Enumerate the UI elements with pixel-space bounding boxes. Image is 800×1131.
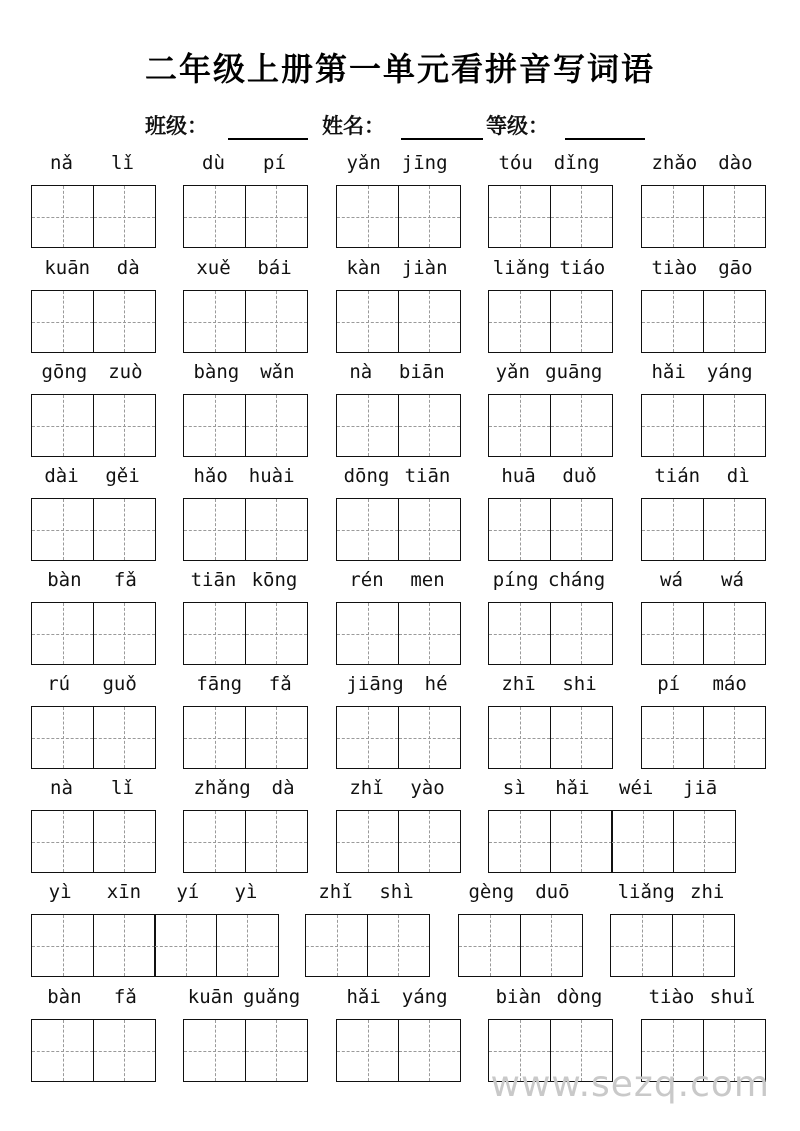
writing-box-group (183, 290, 308, 352)
pinyin-syllable: kuān (44, 257, 91, 279)
pinyin-syllable: fǎ (113, 986, 137, 1008)
writing-box-group (336, 1019, 461, 1081)
pinyin-label (31, 777, 153, 799)
class-blank[interactable] (228, 138, 308, 140)
pinyin-syllable: fǎ (113, 569, 137, 591)
pinyin-syllable: nà (50, 777, 73, 799)
writing-cell[interactable] (703, 290, 766, 353)
writing-box-group (336, 394, 461, 456)
writing-cell[interactable] (93, 290, 156, 353)
writing-cell[interactable] (245, 290, 308, 353)
writing-box-group (183, 602, 308, 664)
grade-blank[interactable] (565, 138, 645, 140)
writing-cell[interactable] (336, 810, 399, 873)
pinyin-syllable: bàn (47, 569, 82, 591)
writing-cell[interactable] (488, 394, 551, 457)
pinyin-syllable: yì (48, 881, 72, 903)
pinyin-syllable: rú (47, 673, 71, 695)
writing-cell[interactable] (703, 706, 766, 769)
pinyin-syllable: zhi (690, 881, 725, 903)
writing-box-group (336, 602, 461, 664)
pinyin-syllable: tiào (648, 986, 695, 1008)
pinyin-syllable: tóu (498, 152, 533, 174)
pinyin-syllable: fāng (196, 673, 243, 695)
pinyin-label (488, 986, 610, 1008)
writing-cell[interactable] (183, 185, 246, 248)
writing-box-group (458, 914, 583, 976)
pinyin-syllable: xuě (196, 257, 231, 279)
writing-cell[interactable] (550, 185, 613, 248)
pinyin-syllable: guāng (545, 361, 603, 383)
pinyin-syllable: wéi (619, 777, 654, 799)
writing-box-group (610, 914, 735, 976)
writing-cell[interactable] (154, 914, 217, 977)
pinyin-syllable: duō (535, 881, 570, 903)
pinyin-syllable: nà (349, 361, 373, 383)
pinyin-syllable: sì (502, 777, 526, 799)
pinyin-syllable: jiàn (401, 257, 448, 279)
writing-cell[interactable] (488, 290, 551, 353)
writing-cell[interactable] (183, 290, 246, 353)
pinyin-syllable: duǒ (562, 465, 597, 487)
pinyin-syllable: hǎi (651, 361, 686, 383)
writing-cell[interactable] (550, 394, 613, 457)
pinyin-label (31, 569, 153, 591)
writing-cell[interactable] (641, 394, 704, 457)
writing-cell[interactable] (550, 290, 613, 353)
pinyin-syllable: cháng (548, 569, 606, 591)
writing-cell[interactable] (93, 706, 156, 769)
pinyin-label (641, 152, 763, 174)
writing-cell[interactable] (183, 810, 246, 873)
pinyin-label (641, 361, 763, 383)
pinyin-syllable: hé (424, 673, 448, 695)
pinyin-syllable: tiáo (559, 257, 606, 279)
writing-cell[interactable] (336, 602, 399, 665)
pinyin-syllable: shi (562, 673, 597, 695)
pinyin-syllable: yáng (401, 986, 448, 1008)
pinyin-syllable: dì (726, 465, 750, 487)
pinyin-label (641, 986, 763, 1008)
pinyin-label (458, 881, 580, 903)
pinyin-syllable: gěi (105, 465, 140, 487)
pinyin-syllable: shì (379, 881, 414, 903)
writing-cell[interactable] (703, 602, 766, 665)
writing-box-group (641, 185, 766, 247)
pinyin-label (488, 152, 610, 174)
writing-cell[interactable] (458, 914, 521, 977)
writing-box-group (336, 185, 461, 247)
writing-cell[interactable] (31, 1019, 94, 1082)
pinyin-syllable: huài (248, 465, 295, 487)
writing-cell[interactable] (245, 602, 308, 665)
writing-cell[interactable] (93, 810, 156, 873)
pinyin-label (183, 673, 305, 695)
writing-cell[interactable] (703, 394, 766, 457)
pinyin-label (336, 777, 458, 799)
pinyin-syllable: biàn (495, 986, 542, 1008)
pinyin-syllable: hǎi (346, 986, 381, 1008)
writing-cell[interactable] (93, 602, 156, 665)
writing-box-group (336, 498, 461, 560)
pinyin-syllable: dòng (556, 986, 603, 1008)
pinyin-syllable: liǎng (492, 257, 550, 279)
pinyin-label (641, 569, 763, 591)
pinyin-label (183, 257, 305, 279)
pinyin-label (488, 465, 610, 487)
pinyin-label (336, 465, 458, 487)
pinyin-syllable: yǎn (346, 152, 381, 174)
pinyin-label (488, 569, 610, 591)
pinyin-label (610, 881, 732, 903)
pinyin-syllable: tiān (404, 465, 451, 487)
writing-cell[interactable] (641, 706, 704, 769)
pinyin-syllable: zhī (501, 673, 536, 695)
writing-cell[interactable] (336, 1019, 399, 1082)
pinyin-syllable: fǎ (268, 673, 292, 695)
writing-cell[interactable] (398, 810, 461, 873)
writing-cell[interactable] (398, 706, 461, 769)
writing-box-group (488, 498, 613, 560)
pinyin-syllable: dà (116, 257, 140, 279)
writing-cell[interactable] (31, 810, 94, 873)
writing-cell[interactable] (336, 394, 399, 457)
pinyin-label (305, 881, 427, 903)
writing-box-group (31, 914, 279, 976)
writing-box-group (641, 290, 766, 352)
writing-box-group (305, 914, 430, 976)
pinyin-label (31, 673, 153, 695)
writing-cell[interactable] (305, 914, 368, 977)
writing-cell[interactable] (610, 914, 673, 977)
name-label: 姓名： (322, 114, 385, 138)
writing-box-group (183, 1019, 308, 1081)
writing-cell[interactable] (641, 602, 704, 665)
pinyin-label (641, 465, 763, 487)
pinyin-syllable: pí (657, 673, 681, 695)
pinyin-syllable: zhǐ (349, 777, 384, 799)
writing-box-group (488, 602, 613, 664)
pinyin-syllable: kàn (346, 257, 381, 279)
writing-cell[interactable] (641, 185, 704, 248)
grade-label: 等级： (486, 114, 549, 138)
pinyin-syllable: dù (202, 152, 225, 174)
pinyin-syllable: kōng (251, 569, 298, 591)
pinyin-syllable: bái (257, 257, 292, 279)
pinyin-label (31, 361, 153, 383)
writing-box-group (31, 1019, 156, 1081)
writing-box-group (31, 498, 156, 560)
writing-cell[interactable] (520, 914, 583, 977)
pinyin-syllable: wá (660, 569, 683, 591)
pinyin-label (31, 986, 153, 1008)
pinyin-syllable: wǎn (260, 361, 295, 383)
pinyin-label (336, 257, 458, 279)
pinyin-label (488, 777, 732, 799)
pinyin-syllable: tiào (651, 257, 698, 279)
writing-cell[interactable] (641, 290, 704, 353)
pinyin-label (488, 257, 610, 279)
writing-box-group (183, 706, 308, 768)
pinyin-label (488, 673, 610, 695)
pinyin-syllable: yì (234, 881, 258, 903)
writing-box-group (336, 706, 461, 768)
writing-box-group (641, 498, 766, 560)
pinyin-syllable: lǐ (111, 152, 134, 174)
writing-box-group (31, 810, 156, 872)
pinyin-label (183, 986, 305, 1008)
pinyin-syllable: zhǐ (318, 881, 353, 903)
writing-cell[interactable] (31, 394, 94, 457)
pinyin-syllable: gèng (468, 881, 515, 903)
writing-cell[interactable] (611, 810, 674, 873)
pinyin-syllable: biān (398, 361, 445, 383)
pinyin-syllable: bàn (47, 986, 82, 1008)
watermark: www.sezq.com (490, 1064, 770, 1105)
pinyin-syllable: shuǐ (709, 986, 756, 1008)
pinyin-syllable: yǎn (495, 361, 530, 383)
pinyin-syllable: zhǎng (193, 777, 251, 799)
writing-cell[interactable] (703, 185, 766, 248)
pinyin-syllable: kuān (187, 986, 234, 1008)
writing-cell[interactable] (336, 498, 399, 561)
pinyin-syllable: nǎ (50, 152, 73, 174)
writing-cell[interactable] (550, 602, 613, 665)
writing-cell[interactable] (183, 706, 246, 769)
pinyin-syllable: yào (410, 777, 445, 799)
writing-cell[interactable] (488, 602, 551, 665)
pinyin-label (336, 673, 458, 695)
writing-cell[interactable] (183, 394, 246, 457)
writing-cell[interactable] (31, 290, 94, 353)
writing-cell[interactable] (93, 498, 156, 561)
writing-cell[interactable] (641, 498, 704, 561)
pinyin-label (183, 569, 305, 591)
writing-box-group (31, 602, 156, 664)
writing-box-group (336, 810, 461, 872)
pinyin-syllable: zuò (108, 361, 143, 383)
pinyin-label (336, 361, 458, 383)
writing-cell[interactable] (216, 914, 279, 977)
pinyin-label (31, 465, 153, 487)
writing-cell[interactable] (488, 706, 551, 769)
writing-box-group (183, 498, 308, 560)
writing-box-group (31, 706, 156, 768)
pinyin-label (336, 986, 458, 1008)
pinyin-syllable: dōng (343, 465, 390, 487)
writing-box-group (488, 290, 613, 352)
pinyin-syllable: hǎi (555, 777, 590, 799)
pinyin-label (31, 257, 153, 279)
class-label: 班级： (145, 114, 208, 138)
writing-cell[interactable] (398, 1019, 461, 1082)
writing-cell[interactable] (31, 498, 94, 561)
pinyin-syllable: jīng (401, 152, 448, 174)
writing-cell[interactable] (31, 185, 94, 248)
writing-cell[interactable] (183, 602, 246, 665)
writing-cell[interactable] (245, 394, 308, 457)
pinyin-syllable: máo (712, 673, 747, 695)
pinyin-syllable: zhǎo (651, 152, 698, 174)
pinyin-syllable: tián (654, 465, 701, 487)
writing-cell[interactable] (183, 1019, 246, 1082)
writing-box-group (183, 810, 308, 872)
pinyin-syllable: jiā (682, 777, 718, 799)
writing-cell[interactable] (245, 706, 308, 769)
pinyin-label (336, 152, 458, 174)
writing-cell[interactable] (93, 394, 156, 457)
pinyin-syllable: yí (176, 881, 200, 903)
pinyin-syllable: rén (349, 569, 384, 591)
pinyin-syllable: dào (718, 152, 753, 174)
writing-cell[interactable] (672, 914, 735, 977)
pinyin-syllable: yáng (706, 361, 753, 383)
writing-cell[interactable] (93, 914, 156, 977)
writing-cell[interactable] (183, 498, 246, 561)
writing-box-group (31, 394, 156, 456)
pinyin-syllable: jiāng (346, 673, 404, 695)
pinyin-syllable: dài (44, 465, 79, 487)
writing-box-group (183, 394, 308, 456)
writing-cell[interactable] (367, 914, 430, 977)
writing-cell[interactable] (550, 706, 613, 769)
pinyin-label (31, 152, 153, 174)
pinyin-syllable: pí (263, 152, 286, 174)
pinyin-syllable: gōng (41, 361, 88, 383)
writing-cell[interactable] (31, 914, 94, 977)
pinyin-syllable: lǐ (111, 777, 134, 799)
pinyin-syllable: dà (271, 777, 295, 799)
writing-cell[interactable] (550, 498, 613, 561)
writing-box-group (641, 706, 766, 768)
writing-box-group (641, 602, 766, 664)
writing-box-group (31, 185, 156, 247)
pinyin-syllable: wá (721, 569, 744, 591)
writing-cell[interactable] (488, 810, 551, 873)
writing-box-group (31, 290, 156, 352)
pinyin-syllable: píng (492, 569, 539, 591)
pinyin-label (183, 465, 305, 487)
pinyin-syllable: guǒ (102, 673, 137, 695)
writing-cell[interactable] (93, 1019, 156, 1082)
writing-cell[interactable] (398, 498, 461, 561)
writing-cell[interactable] (31, 706, 94, 769)
pinyin-label (641, 673, 763, 695)
writing-box-group (488, 706, 613, 768)
writing-cell[interactable] (703, 498, 766, 561)
writing-box-group (488, 185, 613, 247)
writing-box-group (183, 185, 308, 247)
writing-cell[interactable] (398, 185, 461, 248)
writing-cell[interactable] (398, 394, 461, 457)
writing-box-group (641, 394, 766, 456)
pinyin-syllable: huā (501, 465, 536, 487)
pinyin-label (183, 777, 305, 799)
writing-cell[interactable] (245, 185, 308, 248)
pinyin-label (183, 152, 305, 174)
writing-cell[interactable] (336, 290, 399, 353)
name-blank[interactable] (401, 138, 483, 140)
pinyin-syllable: guǎng (243, 986, 301, 1008)
pinyin-label (183, 361, 305, 383)
writing-cell[interactable] (488, 185, 551, 248)
writing-cell[interactable] (245, 1019, 308, 1082)
page-title: 二年级上册第一单元看拼音写词语 (144, 50, 655, 88)
writing-cell[interactable] (245, 810, 308, 873)
pinyin-label (488, 361, 610, 383)
writing-cell[interactable] (336, 185, 399, 248)
pinyin-syllable: bàng (193, 361, 240, 383)
pinyin-syllable: men (410, 569, 445, 591)
writing-cell[interactable] (488, 498, 551, 561)
writing-cell[interactable] (93, 185, 156, 248)
writing-cell[interactable] (398, 290, 461, 353)
pinyin-syllable: liǎng (617, 881, 675, 903)
pinyin-label (641, 257, 763, 279)
student-info-line (0, 110, 800, 140)
writing-cell[interactable] (398, 602, 461, 665)
writing-box-group (336, 290, 461, 352)
pinyin-label (336, 569, 458, 591)
pinyin-syllable: tiān (190, 569, 237, 591)
writing-cell[interactable] (245, 498, 308, 561)
writing-cell[interactable] (550, 810, 613, 873)
pinyin-syllable: xīn (106, 881, 142, 903)
writing-cell[interactable] (673, 810, 736, 873)
pinyin-label (31, 881, 275, 903)
writing-box-group (488, 394, 613, 456)
pinyin-syllable: dǐng (553, 152, 600, 174)
writing-cell[interactable] (31, 602, 94, 665)
pinyin-syllable: hǎo (193, 465, 228, 487)
writing-box-group (488, 810, 736, 872)
pinyin-syllable: gāo (718, 257, 753, 279)
writing-cell[interactable] (336, 706, 399, 769)
